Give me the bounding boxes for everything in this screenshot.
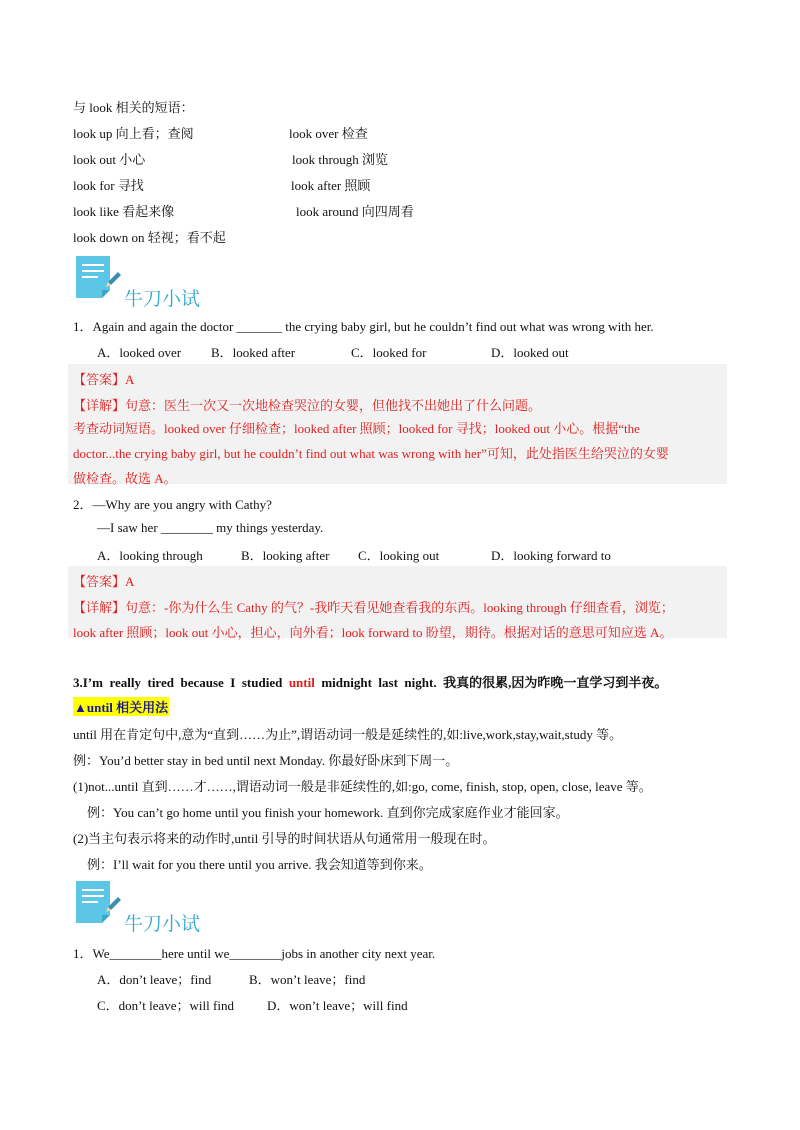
notepad-pencil-icon — [74, 252, 122, 300]
q3-option-b: B．won’t leave；find — [249, 972, 366, 987]
q1-stem: 1．Again and again the doctor _______ the crying baby girl, but he couldn’t find out what was wrong with her. — [73, 319, 654, 334]
q1-answer: 【答案】A — [73, 372, 135, 387]
q2-stem-2: —I saw her ________ my things yesterday. — [97, 520, 324, 535]
practice-title-1: 牛刀小试 — [124, 288, 201, 310]
phrase-right-1: look over 检查 — [289, 126, 368, 141]
q2-option-c: C．looking out — [358, 548, 440, 563]
q1-detail-1: 【详解】句意：医生一次又一次地检查哭泣的女婴，但他找不出她出了什么问题。 — [73, 398, 542, 413]
q3-stem: 1．We________here until we________jobs in another city next year. — [73, 946, 436, 961]
until-sentence-prefix: 3.I’m really tired because I studied — [73, 675, 289, 690]
phrase-left-2: look out 小心 — [73, 152, 146, 167]
q2-stem: 2．—Why are you angry with Cathy? — [73, 497, 272, 512]
q1-detail-4: 做检查。故选 A。 — [73, 471, 177, 486]
until-line-6: 例：I’ll wait for you there until you arrive. 我会知道等到你来。 — [87, 857, 432, 872]
q3-option-d: D．won’t leave；will find — [267, 998, 408, 1013]
q2-option-a: A．looking through — [97, 548, 203, 563]
q3-option-c: C．don’t leave；will find — [97, 998, 234, 1013]
q1-detail-3: doctor...the crying baby girl, but he couldn’t find out what was wrong with her”可知，此处指医生给哭泣的女婴 — [73, 446, 669, 461]
phrase-right-3: look after 照顾 — [291, 178, 371, 193]
q1-option-a: A．looked over — [97, 345, 182, 360]
q1-option-b: B．looked after — [211, 345, 296, 360]
until-sentence-suffix: midnight last night. 我真的很累,因为昨晚一直学习到半夜。 — [314, 675, 668, 690]
until-line-2: 例：You’d better stay in bed until next Monday. 你最好卧床到下周一。 — [73, 753, 459, 768]
phrase-left-3: look for 寻找 — [73, 178, 144, 193]
practice-title-2: 牛刀小试 — [124, 913, 201, 935]
phrase-left-1: look up 向上看；查阅 — [73, 126, 194, 141]
q1-detail-2: 考查动词短语。looked over 仔细检查；looked after 照顾；looked for 寻找；looked out 小心。根据“the — [73, 421, 640, 436]
phrase-left-4: look like 看起来像 — [73, 204, 175, 219]
until-sentence-keyword: until — [288, 675, 315, 690]
q1-option-c: C．looked for — [351, 345, 427, 360]
until-line-1: until 用在肯定句中,意为“直到……为止”,谓语动词一般是延续性的,如:live,work,stay,wait,study 等。 — [73, 727, 623, 742]
until-line-5: (2)当主句表示将来的动作时,until 引导的时间状语从句通常用一般现在时。 — [73, 831, 496, 846]
q2-detail-2: look after 照顾；look out 小心，担心，向外看；look forward to 盼望，期待。根据对话的意思可知应选 A。 — [73, 625, 673, 640]
q2-option-d: D．looking forward to — [491, 548, 611, 563]
until-usage-label: ▲until 相关用法 — [73, 697, 169, 716]
q2-option-b: B．looking after — [241, 548, 330, 563]
look-phrases-heading: 与 look 相关的短语： — [73, 100, 194, 115]
phrase-left-5: look down on 轻视；看不起 — [73, 230, 226, 245]
q2-detail-1: 【详解】句意：-你为什么生 Cathy 的气？-我昨天看见她查看我的东西。looking through 仔细查看，浏览； — [73, 600, 674, 615]
notepad-pencil-icon — [74, 877, 122, 925]
q2-answer: 【答案】A — [73, 574, 135, 589]
q1-option-d: D．looked out — [491, 345, 569, 360]
until-line-3: (1)not...until 直到……才……,谓语动词一般是非延续性的,如:go, come, finish, stop, open, close, leave 等。 — [73, 779, 652, 794]
phrase-right-2: look through 浏览 — [292, 152, 389, 167]
until-line-4: 例：You can’t go home until you finish your homework. 直到你完成家庭作业才能回家。 — [87, 805, 569, 820]
phrase-right-4: look around 向四周看 — [296, 204, 414, 219]
q3-option-a: A．don’t leave；find — [97, 972, 212, 987]
until-example-sentence — [73, 672, 667, 691]
